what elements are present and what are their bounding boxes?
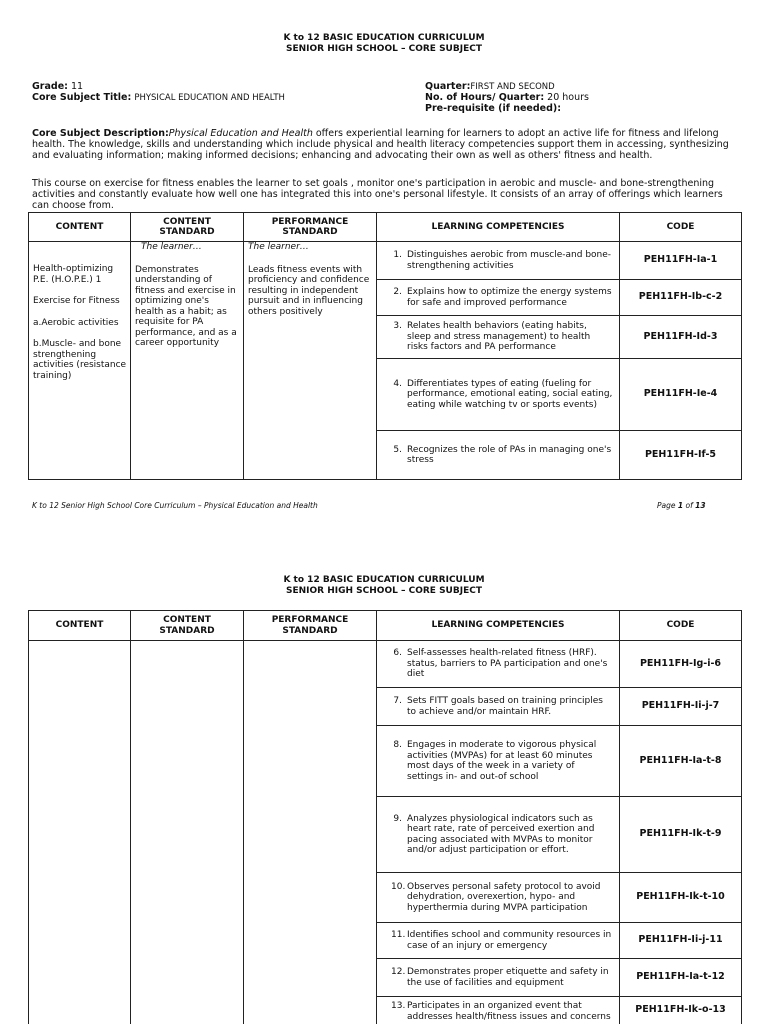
quarter-value: FIRST AND SECOND bbox=[470, 82, 555, 92]
desc-text: offers experiential learning for learners to adopt an active life for fitness and lifelong health. The knowledge, skills and understanding which include physical and health literacy competencies support them in accessing, synthesizing and evaluating information; making informed decisions; enhancing and advocating their own as well as others' fitness and health. bbox=[32, 128, 729, 161]
code-cell: PEH11FH-Ik-t-10 bbox=[620, 873, 742, 923]
competency-cell bbox=[377, 280, 620, 316]
competency-text: Distinguishes aerobic from muscle-and bone-strengthening activities bbox=[407, 250, 612, 271]
competency-cell bbox=[377, 359, 620, 431]
table-header-row bbox=[29, 213, 742, 242]
header-code: CODE bbox=[620, 611, 742, 641]
competency-number: 13. bbox=[391, 1001, 406, 1011]
competency-cell bbox=[377, 959, 620, 997]
competency-number: 7. bbox=[393, 696, 402, 706]
header-content: CONTENT bbox=[29, 611, 131, 641]
competency-number: 1. bbox=[393, 250, 402, 260]
header-line-1: K to 12 BASIC EDUCATION CURRICULUM bbox=[283, 575, 485, 585]
competency-number: 10. bbox=[391, 881, 406, 892]
competency-number: 6. bbox=[393, 648, 402, 659]
competency-number: 2. bbox=[393, 287, 402, 297]
desc-italic: Physical Education and Health bbox=[168, 128, 313, 139]
competency-text: Explains how to optimize the energy systems for safe and improved performance bbox=[407, 287, 612, 308]
competency-text: Self-assesses health-related fitness (HRF). status, barriers to PA participation and one's diet bbox=[407, 648, 608, 680]
content-line: Exercise for Fitness bbox=[33, 296, 120, 306]
course-description bbox=[32, 178, 740, 211]
desc-label: Core Subject Description: bbox=[32, 128, 169, 139]
code-cell: PEH11FH-Id-3 bbox=[620, 316, 742, 359]
competency-text: Engages in moderate to vigorous physical activities (MVPAs) for at least 60 minutes most days of the week in a variety of settings in- and out-of school bbox=[407, 740, 597, 782]
header-line-2: SENIOR HIGH SCHOOL – CORE SUBJECT bbox=[286, 586, 482, 596]
page-header bbox=[0, 33, 768, 55]
content-standard-cell bbox=[131, 641, 244, 1024]
content-line: a.Aerobic activities bbox=[33, 317, 119, 328]
competency-cell bbox=[377, 797, 620, 873]
footer-left: K to 12 Senior High School Core Curriculum – Physical Education and Health bbox=[32, 501, 318, 510]
header-content: CONTENT bbox=[29, 213, 131, 242]
competency-text: Demonstrates proper etiquette and safety in the use of facilities and equipment bbox=[407, 967, 609, 988]
competency-number: 9. bbox=[393, 813, 402, 824]
competency-cell bbox=[377, 997, 620, 1024]
competency-cell bbox=[377, 923, 620, 959]
subject-description bbox=[32, 128, 740, 161]
content-standard-text: Demonstrates understanding of fitness and exercise in optimizing one's health as a habit; as requisite for PA performance, and as a career opportunity bbox=[135, 264, 237, 348]
code-cell: PEH11FH-Ie-4 bbox=[620, 359, 742, 431]
performance-standard-text: Leads fitness events with proficiency and confidence resulting in independent pursuit and in influencing others positively bbox=[248, 264, 370, 317]
competency-text: Sets FITT goals based on training principles to achieve and/or maintain HRF. bbox=[407, 696, 603, 717]
page-2 bbox=[0, 540, 768, 1024]
competency-text: Identifies school and community resources in case of an injury or emergency bbox=[407, 930, 612, 951]
header-content-standard: CONTENT STANDARD bbox=[131, 213, 244, 242]
curriculum-table-page-2 bbox=[28, 610, 742, 1024]
header-performance-standard: PERFORMANCE STANDARD bbox=[244, 611, 377, 641]
subject-title-value: PHYSICAL EDUCATION AND HEALTH bbox=[134, 93, 285, 103]
competency-text: Differentiates types of eating (fueling for performance, emotional eating, social eating, eating while watching tv or sports events) bbox=[407, 378, 613, 410]
competency-cell bbox=[377, 316, 620, 359]
code-cell: PEH11FH-Ia-t-8 bbox=[620, 726, 742, 797]
header-learning-competencies: LEARNING COMPETENCIES bbox=[377, 213, 620, 242]
grade-label: Grade: bbox=[32, 81, 68, 92]
competency-text: Observes personal safety protocol to avoid dehydration, overexertion, hypo- and hyperthermia during MVPA participation bbox=[407, 881, 601, 913]
prereq-line bbox=[425, 103, 561, 114]
learner-label: The learner… bbox=[248, 242, 309, 252]
competency-text: Analyzes physiological indicators such as heart rate, rate of perceived exertion and pacing associated with MVPAs to monitor and/or adjust participation or effort. bbox=[407, 813, 595, 855]
content-line: b.Muscle- and bone strengthening activities (resistance training) bbox=[33, 339, 127, 381]
learner-label: The learner… bbox=[141, 242, 202, 252]
competency-number: 4. bbox=[393, 378, 402, 389]
code-cell: PEH11FH-Ia-t-12 bbox=[620, 959, 742, 997]
curriculum-table-page-1 bbox=[28, 212, 742, 480]
code-cell: PEH11FH-Ik-o-13 bbox=[620, 997, 742, 1024]
footer-of: of bbox=[685, 501, 693, 510]
header-code: CODE bbox=[620, 213, 742, 242]
competency-cell bbox=[377, 688, 620, 726]
footer-page-number bbox=[657, 501, 706, 510]
header-learning-competencies: LEARNING COMPETENCIES bbox=[377, 611, 620, 641]
hours-label: No. of Hours/ Quarter: bbox=[425, 92, 545, 103]
performance-standard-cell bbox=[244, 641, 377, 1024]
grade-line bbox=[32, 81, 83, 92]
table-row bbox=[29, 641, 742, 688]
competency-text: Relates health behaviors (eating habits, sleep and stress management) to health risks factors and PA performance bbox=[407, 321, 591, 353]
competency-number: 12. bbox=[391, 967, 406, 977]
code-cell: PEH11FH-Ii-j-11 bbox=[620, 923, 742, 959]
code-cell: PEH11FH-Ia-1 bbox=[620, 242, 742, 280]
competency-cell bbox=[377, 242, 620, 280]
header-content-standard: CONTENT STANDARD bbox=[131, 611, 244, 641]
hours-value: 20 hours bbox=[547, 92, 589, 103]
content-standard-cell bbox=[131, 242, 244, 480]
competency-number: 5. bbox=[393, 444, 402, 455]
competency-cell bbox=[377, 873, 620, 923]
code-cell: PEH11FH-Ii-j-7 bbox=[620, 688, 742, 726]
grade-value: 11 bbox=[70, 81, 84, 92]
code-cell: PEH11FH-Ik-t-9 bbox=[620, 797, 742, 873]
competency-cell bbox=[377, 431, 620, 480]
competency-text: Recognizes the role of PAs in managing one's stress bbox=[407, 444, 612, 465]
footer-page-num: 1 bbox=[677, 501, 684, 510]
content-cell bbox=[29, 242, 131, 480]
header-line-2: SENIOR HIGH SCHOOL – CORE SUBJECT bbox=[286, 44, 482, 54]
footer-total: 13 bbox=[695, 501, 706, 510]
competency-number: 8. bbox=[393, 740, 402, 750]
subject-title-label: Core Subject Title: bbox=[32, 92, 132, 103]
competency-text: Participates in an organized event that addresses health/fitness issues and concerns bbox=[407, 1001, 611, 1022]
competency-number: 3. bbox=[393, 321, 402, 332]
competency-cell bbox=[377, 726, 620, 797]
code-cell: PEH11FH-Ig-i-6 bbox=[620, 641, 742, 688]
header-performance-standard: PERFORMANCE STANDARD bbox=[244, 213, 377, 242]
code-cell: PEH11FH-Ib-c-2 bbox=[620, 280, 742, 316]
subject-title-line bbox=[32, 92, 285, 104]
prereq-label: Pre-requisite (if needed): bbox=[425, 103, 562, 114]
quarter-label: Quarter: bbox=[425, 81, 471, 92]
code-cell: PEH11FH-If-5 bbox=[620, 431, 742, 480]
header-line-1: K to 12 BASIC EDUCATION CURRICULUM bbox=[283, 33, 485, 43]
page-header bbox=[0, 575, 768, 597]
competency-cell bbox=[377, 641, 620, 688]
performance-standard-cell bbox=[244, 242, 377, 480]
course-text: This course on exercise for fitness enables the learner to set goals , monitor one's participation in aerobic and muscle- and bone-strengthening activities and constantly evaluate how well one has integrated this into one's personal lifestyle. It consists of an array of offerings which learners can choose from. bbox=[32, 178, 723, 211]
content-cell bbox=[29, 641, 131, 1024]
content-line: Health-optimizing P.E. (H.O.P.E.) 1 bbox=[33, 264, 114, 285]
footer-page-word: Page bbox=[657, 501, 676, 510]
table-header-row bbox=[29, 611, 742, 641]
hours-line bbox=[425, 92, 589, 103]
table-row bbox=[29, 242, 742, 280]
competency-number: 11. bbox=[391, 930, 406, 940]
